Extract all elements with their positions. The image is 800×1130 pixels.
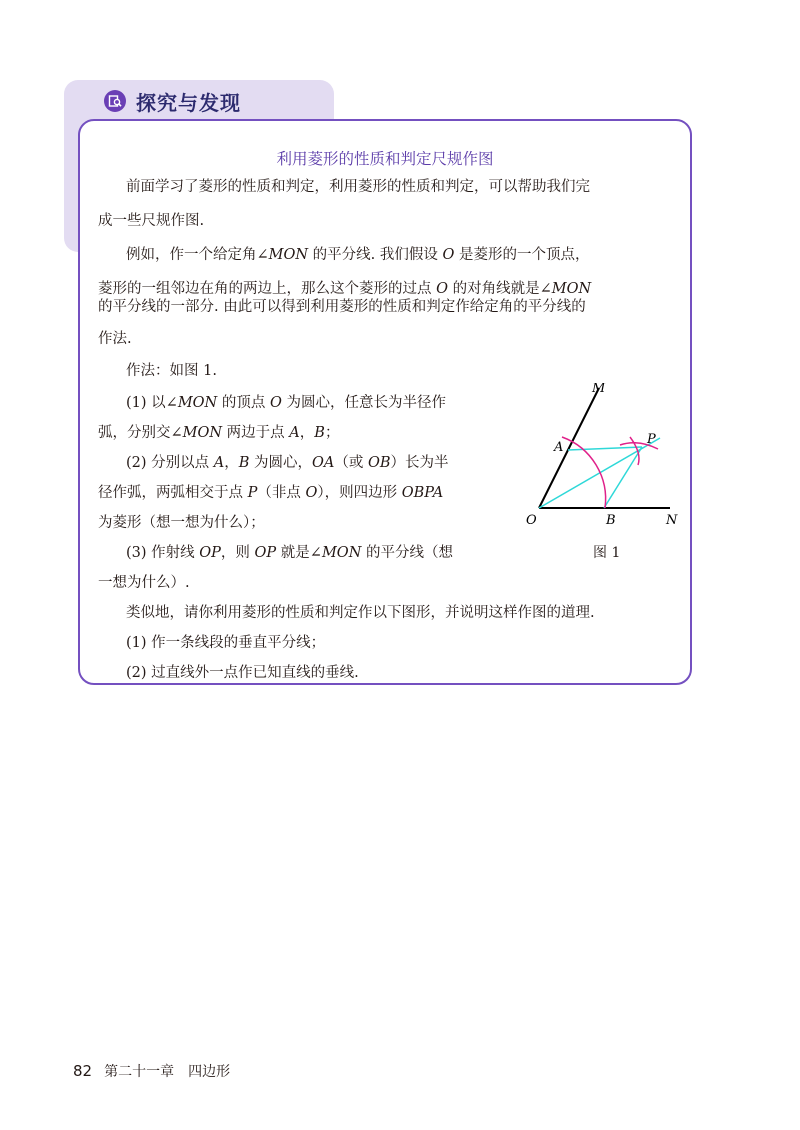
label-B: B [606,513,616,528]
page-footer [73,1061,230,1081]
section-tab-title: 探究与发现 [136,90,241,115]
task-2: (2) 过直线外一点作已知直线的垂线. [126,665,359,681]
step-2-line-3: 为菱形（想一想为什么）； [98,515,265,531]
label-M: M [592,383,606,396]
step-1-line-1: (1) 以∠MON 的顶点 O 为圆心，任意长为半径作 [126,395,446,411]
exploration-box [78,119,692,685]
rhombus-side-BP [604,447,642,508]
similar-task-intro: 类似地，请你利用菱形的性质和判定作以下图形，并说明这样作图的道理. [126,605,595,621]
intro-line-1: 前面学习了菱形的性质和判定，利用菱形的性质和判定，可以帮助我们完 [126,179,590,195]
step-3-line-1: (3) 作射线 OP，则 OP 就是∠MON 的平分线（想 [126,545,453,561]
label-P: P [647,432,656,447]
example-line-2: 菱形的一组邻边在角的两边上，那么这个菱形的过点 O 的对角线就是∠MON [98,281,592,297]
task-1: (1) 作一条线段的垂直平分线； [126,635,326,651]
step-2-line-1: (2) 分别以点 A，B 为圆心，OA（或 OB）长为半 [126,455,449,471]
step-1-line-2: 弧，分别交∠MON 两边于点 A，B； [98,425,340,441]
label-N: N [666,513,678,528]
figure-caption: 图 1 [593,545,621,561]
book-magnifier-icon [104,90,126,112]
label-O: O [526,513,537,528]
page-number: 82 [73,1062,93,1080]
section-tab [104,86,241,116]
step-3-line-2: 一想为什么）. [98,575,190,591]
rhombus-side-AP [568,447,642,450]
box-title: 利用菱形的性质和判定尺规作图 [276,150,494,168]
example-line-3: 的平分线的一部分. 由此可以得到利用菱形的性质和判定作给定角的平分线的 [98,299,586,315]
arc-centered-A [630,437,639,465]
example-line-4: 作法. [98,331,132,347]
chapter-title: 第二十一章 四边形 [104,1064,231,1080]
intro-line-2: 成一些尺规作图. [98,213,205,229]
label-A: A [554,440,564,455]
method-intro: 作法：如图 1. [126,363,217,379]
step-2-line-2: 径作弧，两弧相交于点 P（非点 O），则四边形 OBPA [98,485,444,501]
example-line-1: 例如，作一个给定角∠MON 的平分线. 我们假设 O 是菱形的一个顶点， [126,247,590,263]
